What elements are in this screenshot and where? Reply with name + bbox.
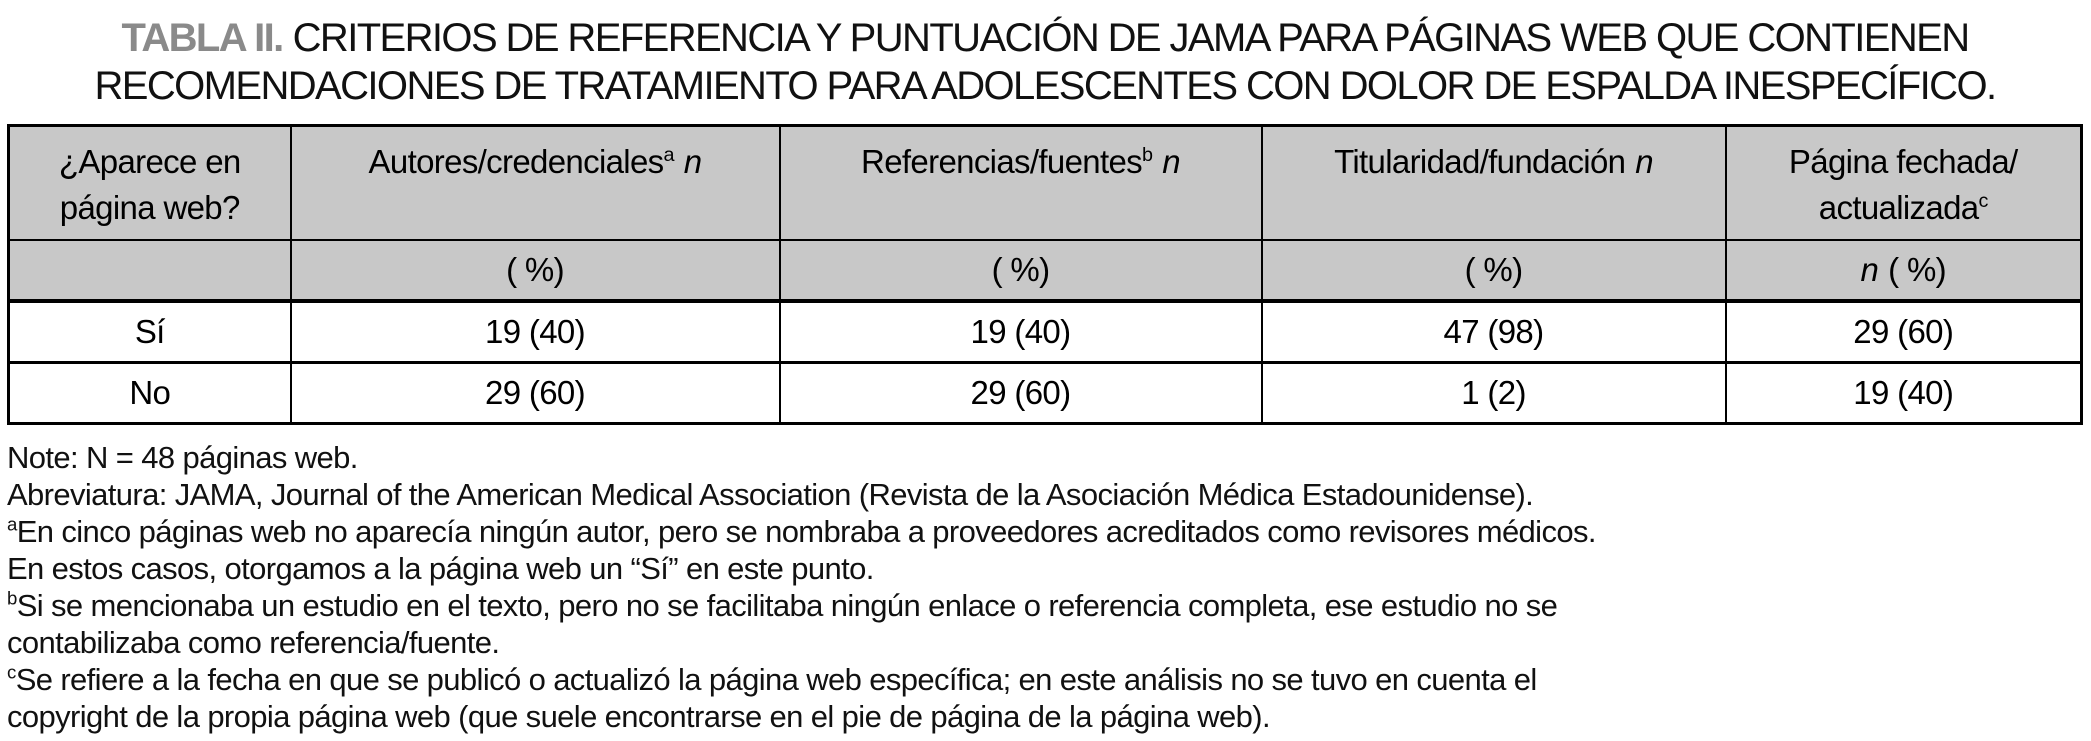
title-line-1 (7, 14, 2083, 62)
footnote-text: contabilizaba como referencia/fuente. (7, 625, 500, 660)
cell-yes-references: 19 (40) (780, 301, 1262, 363)
footnote-c-line2 (7, 698, 2083, 735)
subheader-row (9, 240, 2082, 301)
footnote-sup-b: b (7, 587, 17, 609)
footnote-text: Note: N = 48 páginas web. (7, 440, 358, 475)
cell-no-dated: 19 (40) (1726, 363, 2082, 424)
header-cell-references (780, 126, 1262, 241)
footnote-a-line2 (7, 550, 2083, 587)
row-label-no: No (9, 363, 291, 424)
footnote-b-line1 (7, 587, 2083, 624)
title-line-2 (7, 62, 2083, 110)
title-text-2: RECOMENDACIONES DE TRATAMIENTO PARA ADOLESCENTES CON DOLOR DE ESPALDA INESPECÍFICO. (94, 64, 1996, 108)
n-symbol: n (1635, 143, 1653, 180)
table-footnotes (7, 439, 2083, 735)
footnote-b-line2 (7, 624, 2083, 661)
footnote-sup-c: c (7, 661, 16, 683)
cell-yes-ownership: 47 (98) (1262, 301, 1726, 363)
subheader-cell-authors-pct: ( %) (291, 240, 780, 301)
header-label-dated-text: actualizada (1818, 189, 1979, 226)
footnote-marker-b: b (1142, 144, 1153, 166)
jama-criteria-table (7, 124, 2083, 425)
cell-no-ownership: 1 (2) (1262, 363, 1726, 424)
header-label-appears: ¿Aparece en página web? (58, 143, 241, 226)
footnote-sup-a: a (7, 513, 17, 535)
footnote-c-line1 (7, 661, 2083, 698)
table-number-label: TABLA II. (121, 16, 283, 60)
footnote-text: Se refiere a la fecha en que se publicó o actualizó la página web específica; en este análisis no se tuvo en cuenta el (15, 662, 1537, 697)
header-label-dated-line1: Página fechada/ (1788, 143, 2018, 180)
subheader-cell-references-pct: ( %) (780, 240, 1262, 301)
header-cell-authors (291, 126, 780, 241)
header-cell-appears (9, 126, 291, 241)
cell-yes-dated: 29 (60) (1726, 301, 2082, 363)
footnote-note (7, 439, 2083, 476)
header-label-authors: Autores/credenciales (368, 143, 664, 180)
subheader-cell-dated-pct (1726, 240, 2082, 301)
header-cell-ownership (1262, 126, 1726, 241)
n-symbol: n (1162, 143, 1180, 180)
footnote-abbreviation (7, 476, 2083, 513)
footnote-text: En estos casos, otorgamos a la página web un “Sí” en este punto. (7, 551, 874, 586)
cell-yes-authors: 19 (40) (291, 301, 780, 363)
footnote-marker-a: a (663, 144, 674, 166)
table-row-yes (9, 301, 2082, 363)
footnote-marker-c: c (1978, 190, 1988, 212)
cell-no-authors: 29 (60) (291, 363, 780, 424)
n-symbol: n (1860, 251, 1879, 288)
footnote-text: copyright de la propia página web (que suele encontrarse en el pie de página de la página web). (7, 699, 1270, 734)
footnote-text: Abreviatura: JAMA, Journal of the American Medical Association (Revista de la Asociación Médica Estadounidense). (7, 477, 1534, 512)
footnote-text: Si se mencionaba un estudio en el texto, pero no se facilitaba ningún enlace o referencia completa, ese estudio no se (16, 588, 1558, 623)
subheader-dated-pct-text: ( %) (1888, 251, 1946, 288)
table-title (7, 14, 2083, 110)
subheader-cell-ownership-pct: ( %) (1262, 240, 1726, 301)
header-cell-dated (1726, 126, 2082, 241)
header-label-ownership: Titularidad/fundación (1334, 143, 1626, 180)
cell-no-references: 29 (60) (780, 363, 1262, 424)
header-row (9, 126, 2082, 241)
footnote-text: En cinco páginas web no aparecía ningún autor, pero se nombraba a proveedores acreditados como revisores médicos. (16, 514, 1596, 549)
subheader-cell-empty (9, 240, 291, 301)
row-label-yes: Sí (9, 301, 291, 363)
header-label-references: Referencias/fuentes (861, 143, 1143, 180)
title-text-1: CRITERIOS DE REFERENCIA Y PUNTUACIÓN DE JAMA PARA PÁGINAS WEB QUE CONTIENEN (292, 16, 1969, 60)
table-row-no (9, 363, 2082, 424)
header-label-dated-line2 (1733, 185, 2075, 231)
footnote-a-line1 (7, 513, 2083, 550)
n-symbol: n (683, 143, 702, 180)
